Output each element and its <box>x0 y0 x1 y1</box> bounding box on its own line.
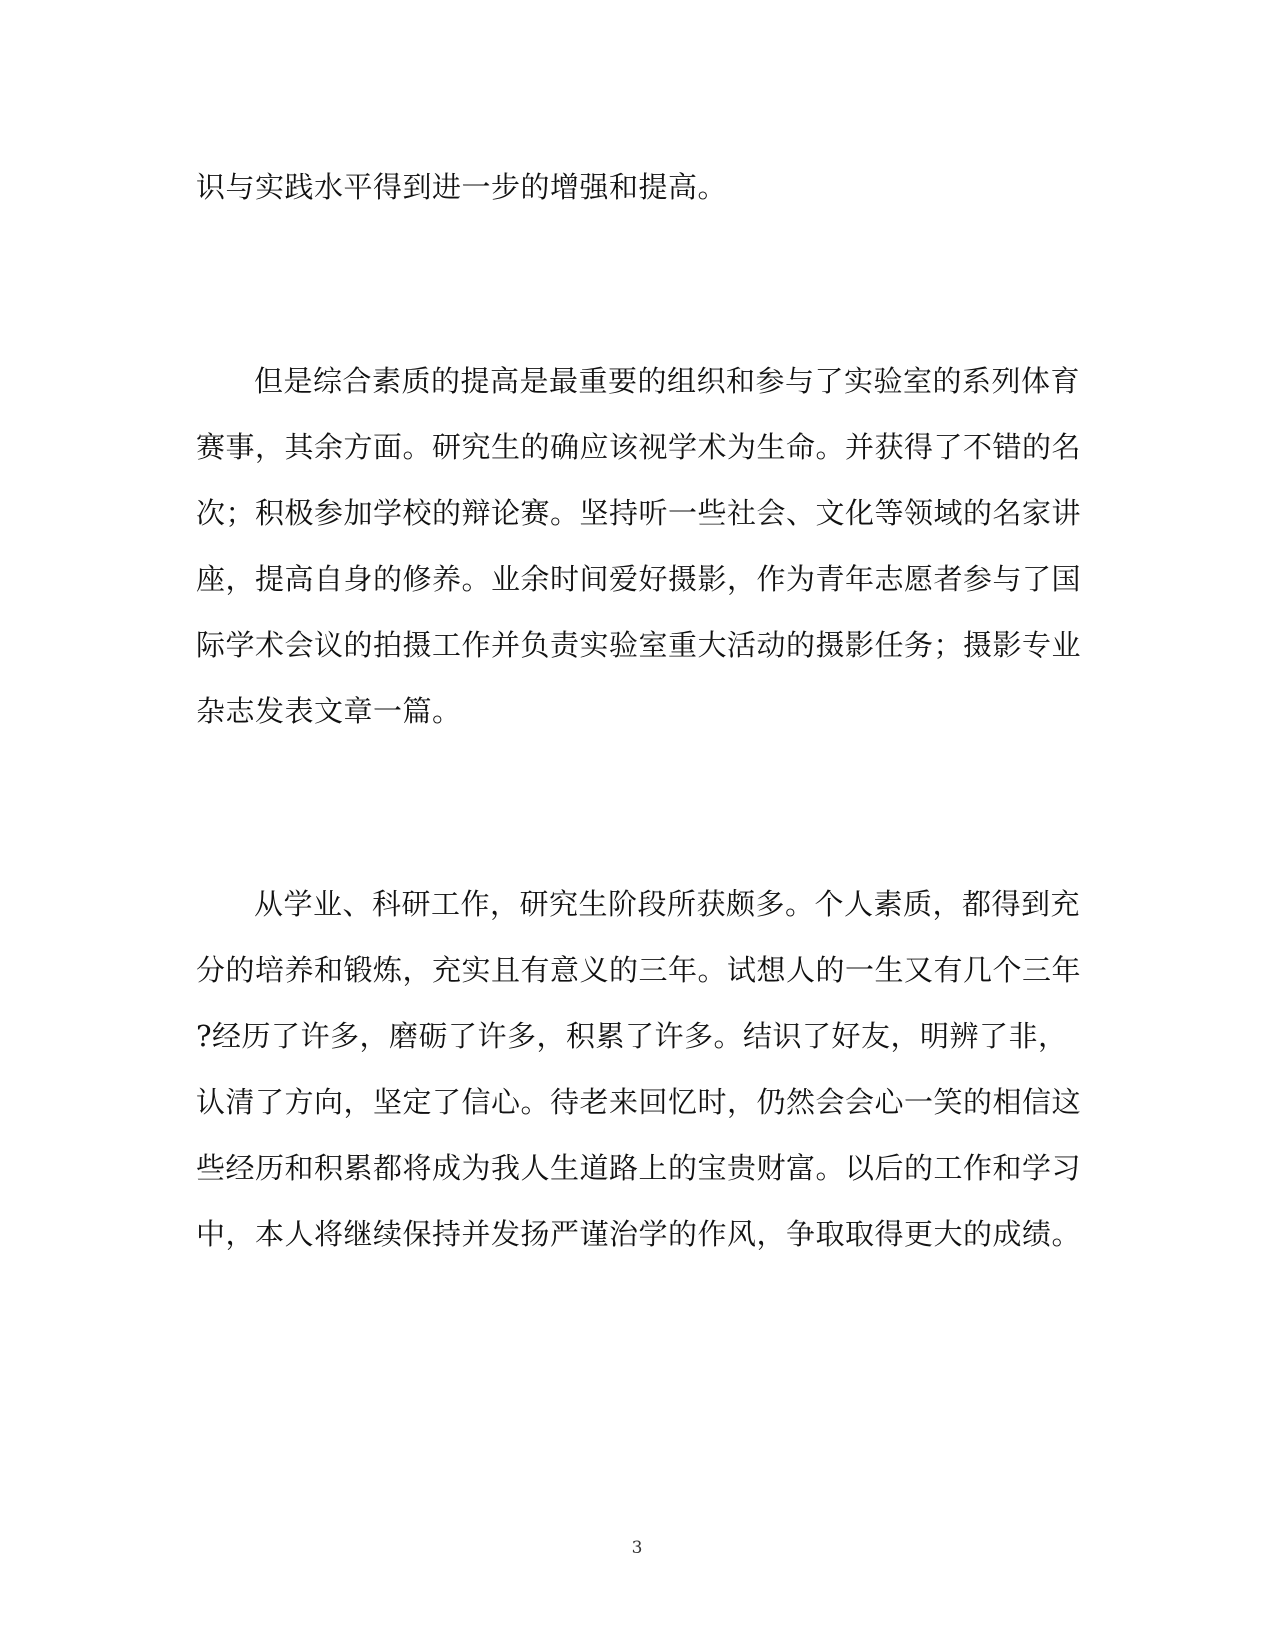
paragraph-line: 杂志发表文章一篇。 <box>196 694 462 728</box>
paragraph-line: 座，提高自身的修养。业余时间爱好摄影，作为青年志愿者参与了国 <box>196 562 1082 596</box>
paragraph-line: ?经历了许多，磨砺了许多，积累了许多。结识了好友，明辨了非， <box>196 1019 1068 1053</box>
paragraph-line: 从学业、科研工作，研究生阶段所获颇多。个人素质，都得到充 <box>254 887 1081 921</box>
paragraph-line: 识与实践水平得到进一步的增强和提高。 <box>196 170 728 204</box>
paragraph-line: 中，本人将继续保持并发扬严谨治学的作风，争取取得更大的成绩。 <box>196 1217 1082 1251</box>
paragraph-line: 次；积极参加学校的辩论赛。坚持听一些社会、文化等领域的名家讲 <box>196 496 1082 530</box>
page-number: 3 <box>631 1538 643 1558</box>
paragraph-line: 分的培养和锻炼，充实且有意义的三年。试想人的一生又有几个三年 <box>196 953 1082 987</box>
paragraph-line: 际学术会议的拍摄工作并负责实验室重大活动的摄影任务；摄影专业 <box>196 628 1082 662</box>
paragraph-line: 些经历和积累都将成为我人生道路上的宝贵财富。以后的工作和学习 <box>196 1151 1082 1185</box>
paragraph-summary <box>196 871 1082 1267</box>
paragraph-line: 赛事，其余方面。研究生的确应该视学术为生命。并获得了不错的名 <box>196 430 1082 464</box>
paragraph-line: 但是综合素质的提高是最重要的组织和参与了实验室的系列体育 <box>254 364 1081 398</box>
paragraph-continuation <box>196 154 1076 220</box>
paragraph-comprehensive-quality <box>196 348 1082 744</box>
paragraph-line: 认清了方向，坚定了信心。待老来回忆时，仍然会会心一笑的相信这 <box>196 1085 1082 1119</box>
